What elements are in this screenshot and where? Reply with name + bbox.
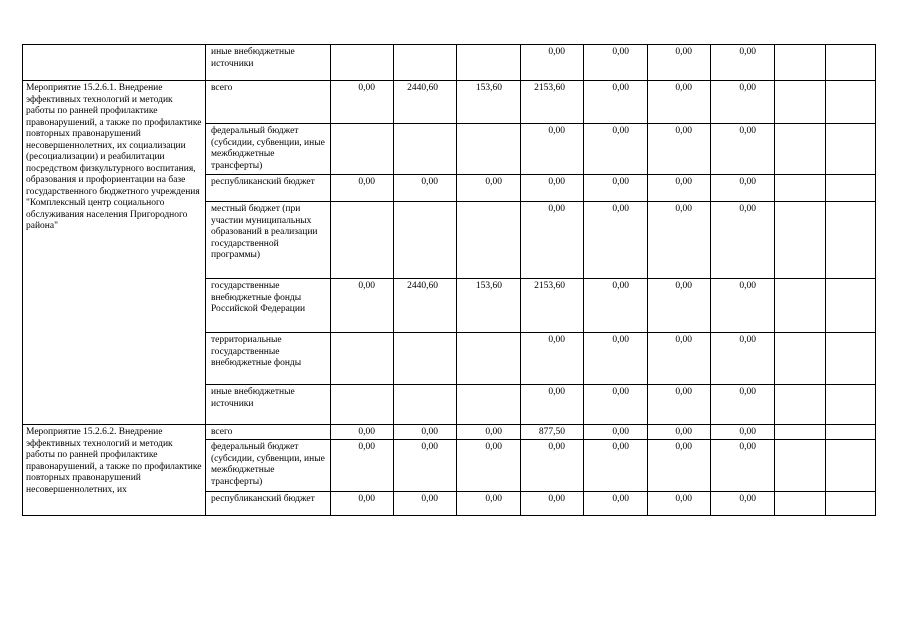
table-row <box>23 81 876 124</box>
amount-cell <box>775 124 826 175</box>
funding-source-cell: федеральный бюджет (субсидии, субвенции, иные межбюджетные трансферты) <box>206 440 331 492</box>
amount-cell: 0,00 <box>331 492 394 516</box>
amount-cell: 2153,60 <box>521 279 584 333</box>
amount-cell: 0,00 <box>457 440 521 492</box>
amount-cell: 0,00 <box>584 425 648 440</box>
amount-cell: 0,00 <box>648 333 711 385</box>
amount-cell: 0,00 <box>331 440 394 492</box>
event-name-cell: Мероприятие 15.2.6.1. Внедрение эффективных технологий и методик работы по ранней профилактике правонарушений, а также по профилактике повторных правонарушений несовершеннолетних, их социализации (ресоциализации) и реабилитации посредством физкультурного воспитания, образования и профориентации на базе государственного бюджетного учреждения "Комплексный центр социального обслуживания населения Пригородного района" <box>23 81 206 425</box>
amount-cell <box>394 124 457 175</box>
event-name-cell <box>23 45 206 81</box>
amount-cell <box>394 385 457 425</box>
amount-cell: 153,60 <box>457 279 521 333</box>
amount-cell: 0,00 <box>331 279 394 333</box>
amount-cell: 0,00 <box>521 385 584 425</box>
amount-cell: 0,00 <box>648 124 711 175</box>
funding-source-cell: республиканский бюджет <box>206 175 331 202</box>
amount-cell: 0,00 <box>711 385 775 425</box>
amount-cell <box>826 81 876 124</box>
amount-cell: 0,00 <box>584 45 648 81</box>
amount-cell <box>826 440 876 492</box>
amount-cell: 0,00 <box>711 425 775 440</box>
event-name-cell: Мероприятие 15.2.6.2. Внедрение эффективных технологий и методик работы по ранней профилактике правонарушений, а также по профилактике повторных правонарушений несовершеннолетних, их <box>23 425 206 516</box>
amount-cell: 0,00 <box>521 492 584 516</box>
amount-cell <box>331 202 394 279</box>
amount-cell: 0,00 <box>711 175 775 202</box>
amount-cell <box>775 81 826 124</box>
amount-cell <box>457 333 521 385</box>
funding-source-cell: республиканский бюджет <box>206 492 331 516</box>
amount-cell <box>775 385 826 425</box>
amount-cell: 877,50 <box>521 425 584 440</box>
amount-cell: 0,00 <box>394 492 457 516</box>
amount-cell: 0,00 <box>331 175 394 202</box>
amount-cell: 153,60 <box>457 81 521 124</box>
amount-cell: 2153,60 <box>521 81 584 124</box>
amount-cell <box>775 202 826 279</box>
amount-cell <box>826 385 876 425</box>
amount-cell <box>826 279 876 333</box>
amount-cell: 0,00 <box>711 45 775 81</box>
amount-cell: 0,00 <box>648 492 711 516</box>
amount-cell: 0,00 <box>711 440 775 492</box>
amount-cell: 0,00 <box>331 81 394 124</box>
amount-cell: 0,00 <box>711 124 775 175</box>
amount-cell <box>394 45 457 81</box>
amount-cell: 0,00 <box>394 425 457 440</box>
amount-cell: 0,00 <box>648 45 711 81</box>
amount-cell: 0,00 <box>521 124 584 175</box>
funding-source-cell: федеральный бюджет (субсидии, субвенции, иные межбюджетные трансферты) <box>206 124 331 175</box>
amount-cell: 0,00 <box>584 333 648 385</box>
amount-cell <box>775 175 826 202</box>
amount-cell: 0,00 <box>711 492 775 516</box>
amount-cell <box>331 385 394 425</box>
amount-cell <box>775 440 826 492</box>
amount-cell: 0,00 <box>648 440 711 492</box>
funding-source-cell: местный бюджет (при участии муниципальных образований в реализации государственной программы) <box>206 202 331 279</box>
amount-cell: 0,00 <box>521 440 584 492</box>
amount-cell: 0,00 <box>711 333 775 385</box>
amount-cell: 0,00 <box>584 440 648 492</box>
amount-cell: 0,00 <box>584 81 648 124</box>
amount-cell <box>826 333 876 385</box>
amount-cell: 0,00 <box>521 333 584 385</box>
amount-cell <box>826 425 876 440</box>
amount-cell: 0,00 <box>457 492 521 516</box>
budget-table <box>22 44 876 516</box>
table-row <box>23 425 876 440</box>
amount-cell: 0,00 <box>648 81 711 124</box>
amount-cell <box>457 385 521 425</box>
amount-cell: 0,00 <box>584 492 648 516</box>
amount-cell: 0,00 <box>711 202 775 279</box>
amount-cell <box>775 492 826 516</box>
amount-cell: 0,00 <box>521 175 584 202</box>
funding-source-cell: иные внебюджетные источники <box>206 45 331 81</box>
amount-cell <box>775 425 826 440</box>
amount-cell <box>457 124 521 175</box>
amount-cell <box>331 333 394 385</box>
amount-cell: 0,00 <box>521 202 584 279</box>
amount-cell: 2440,60 <box>394 81 457 124</box>
amount-cell <box>775 279 826 333</box>
amount-cell: 0,00 <box>584 175 648 202</box>
amount-cell <box>457 202 521 279</box>
amount-cell <box>826 492 876 516</box>
amount-cell: 0,00 <box>521 45 584 81</box>
funding-source-cell: иные внебюджетные источники <box>206 385 331 425</box>
amount-cell: 0,00 <box>648 425 711 440</box>
amount-cell <box>457 45 521 81</box>
amount-cell: 0,00 <box>584 279 648 333</box>
amount-cell <box>826 124 876 175</box>
funding-source-cell: всего <box>206 81 331 124</box>
amount-cell: 0,00 <box>584 124 648 175</box>
funding-source-cell: государственные внебюджетные фонды Российской Федерации <box>206 279 331 333</box>
amount-cell: 2440,60 <box>394 279 457 333</box>
amount-cell <box>775 333 826 385</box>
amount-cell <box>394 333 457 385</box>
amount-cell: 0,00 <box>648 279 711 333</box>
amount-cell <box>826 45 876 81</box>
amount-cell: 0,00 <box>584 385 648 425</box>
amount-cell <box>331 45 394 81</box>
amount-cell: 0,00 <box>457 175 521 202</box>
amount-cell: 0,00 <box>584 202 648 279</box>
amount-cell: 0,00 <box>711 279 775 333</box>
amount-cell <box>826 175 876 202</box>
amount-cell <box>826 202 876 279</box>
amount-cell: 0,00 <box>648 385 711 425</box>
amount-cell: 0,00 <box>648 202 711 279</box>
amount-cell: 0,00 <box>394 440 457 492</box>
amount-cell <box>331 124 394 175</box>
amount-cell: 0,00 <box>648 175 711 202</box>
amount-cell: 0,00 <box>331 425 394 440</box>
funding-source-cell: всего <box>206 425 331 440</box>
funding-source-cell: территориальные государственные внебюджетные фонды <box>206 333 331 385</box>
amount-cell: 0,00 <box>394 175 457 202</box>
amount-cell <box>775 45 826 81</box>
amount-cell: 0,00 <box>457 425 521 440</box>
table-row <box>23 45 876 81</box>
amount-cell <box>394 202 457 279</box>
amount-cell: 0,00 <box>711 81 775 124</box>
